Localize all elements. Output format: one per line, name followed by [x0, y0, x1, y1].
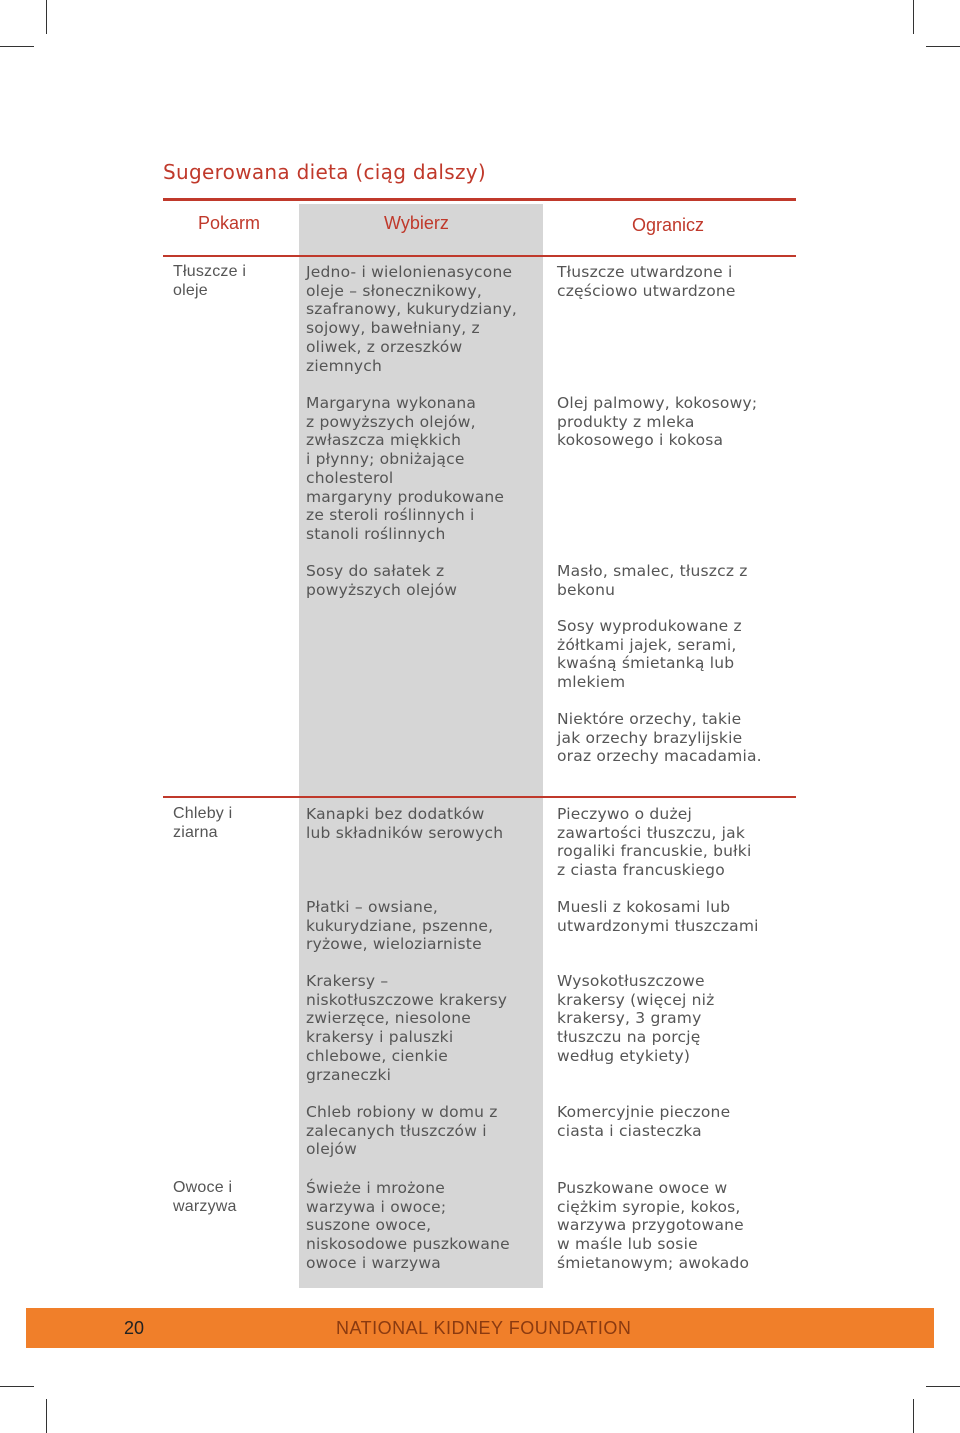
crop-mark	[0, 1386, 34, 1387]
header-bottom-rule	[163, 255, 796, 257]
limit-item: Masło, smalec, tłuszcz z bekonu	[557, 562, 748, 599]
column-header-food: Pokarm	[198, 213, 261, 233]
crop-mark	[926, 1386, 960, 1387]
page-number: 20	[124, 1318, 145, 1338]
crop-mark	[913, 0, 914, 34]
row-category: Tłuszcze i oleje	[173, 263, 247, 299]
page-title: Sugerowana dieta (ciąg dalszy)	[163, 160, 487, 184]
limit-item: Tłuszcze utwardzone i częściowo utwardzone	[557, 263, 736, 300]
choose-item: Płatki – owsiane, kukurydziane, pszenne, ryżowe, wieloziarniste	[306, 898, 494, 954]
limit-item: Muesli z kokosami lub utwardzonymi tłuszczami	[557, 898, 759, 935]
column-header-choose: Wybierz	[384, 213, 449, 233]
limit-item: Pieczywo o dużej zawartości tłuszczu, jak rogaliki francuskie, bułki z ciasta francuskiego	[557, 805, 752, 880]
limit-item: Puszkowane owoce w ciężkim syropie, kokos, warzywa przygotowane w maśle lub sosie śmietanowym; awokado	[557, 1179, 750, 1272]
crop-mark	[913, 1399, 914, 1433]
organization-name: NATIONAL KIDNEY FOUNDATION	[336, 1318, 632, 1338]
row-category: Chleby i ziarna	[173, 805, 233, 841]
row-divider	[163, 796, 796, 798]
limit-item: Niektóre orzechy, takie jak orzechy brazylijskie oraz orzechy macadamia.	[557, 710, 762, 766]
choose-item: Kanapki bez dodatków lub składników serowych	[306, 805, 504, 842]
choose-item: Sosy do sałatek z powyższych olejów	[306, 562, 458, 599]
crop-mark	[46, 0, 47, 34]
limit-item: Olej palmowy, kokosowy; produkty z mleka kokosowego i kokosa	[557, 394, 758, 450]
choose-item: Jedno- i wielonienasycone oleje – słonecznikowy, szafranowy, kukurydziany, sojowy, bawełniany, z oliwek, z orzeszków ziemnych	[306, 263, 517, 375]
row-category: Owoce i warzywa	[173, 1179, 237, 1215]
crop-mark	[46, 1399, 47, 1433]
choose-item: Krakersy – niskotłuszczowe krakersy zwierzęce, niesolone krakersy i paluszki chlebowe, cienkie grzaneczki	[306, 972, 508, 1084]
limit-item: Sosy wyprodukowane z żółtkami jajek, serami, kwaśną śmietanką lub mlekiem	[557, 617, 742, 692]
choose-item: Chleb robiony w domu z zalecanych tłuszczów i olejów	[306, 1103, 498, 1159]
limit-item: Komercyjnie pieczone ciasta i ciasteczka	[557, 1103, 731, 1140]
crop-mark	[926, 46, 960, 47]
choose-item: Margaryna wykonana z powyższych olejów, zwłaszcza miękkich i płynny; obniżające cholesterol margaryny produkowane ze steroli roślinnych i stanoli roślinnych	[306, 394, 505, 543]
column-header-limit: Ogranicz	[632, 215, 705, 235]
table-top-rule	[163, 198, 796, 201]
limit-item: Wysokotłuszczowe krakersy (więcej niż krakersy, 3 gramy tłuszczu na porcję według etykiety)	[557, 972, 715, 1065]
choose-item: Świeże i mrożone warzywa i owoce; suszone owoce, niskosodowe puszkowane owoce i warzywa	[306, 1179, 510, 1272]
crop-mark	[0, 46, 34, 47]
